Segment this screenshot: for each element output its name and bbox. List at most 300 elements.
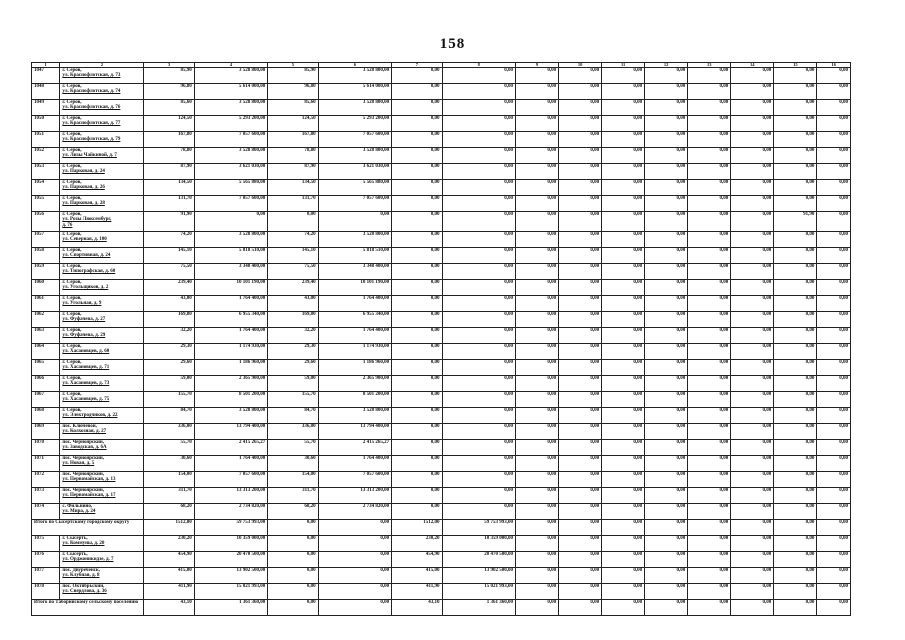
value-cell: 0,00 [645, 132, 688, 148]
address-cell [60, 100, 144, 116]
value-cell: 96,80 [144, 84, 194, 100]
value-cell: 0,00 [731, 472, 774, 488]
value-cell: 0,00 [559, 116, 602, 132]
value-cell: 0,00 [645, 360, 688, 376]
address-cell [60, 568, 144, 584]
value-cell: 0,00 [602, 536, 645, 552]
value-cell: 0,00 [442, 296, 516, 312]
value-cell: 0,00 [442, 84, 516, 100]
value-cell: 0,00 [774, 296, 817, 312]
value-cell: 0,00 [442, 376, 516, 392]
address-line: ул. Парковая, д. 28 [62, 201, 105, 207]
value-cell: 0,00 [318, 584, 392, 600]
address-line: г. Серов, [62, 100, 82, 105]
value-cell: 0,00 [774, 116, 817, 132]
value-cell: 230,20 [392, 536, 442, 552]
value-cell: 55,70 [268, 440, 318, 456]
value-cell: 0,00 [688, 328, 731, 344]
value-cell: 0,00 [559, 408, 602, 424]
value-cell: 0,00 [731, 132, 774, 148]
value-cell: 0,00 [442, 392, 516, 408]
value-cell: 0,00 [645, 376, 688, 392]
address-line: г. Серов, [62, 328, 82, 333]
value-cell: 0,00 [442, 180, 516, 196]
value-cell: 0,00 [817, 116, 851, 132]
address-cell [60, 408, 144, 424]
value-cell: 336,00 [144, 424, 194, 440]
value-cell: 0,00 [774, 360, 817, 376]
value-cell: 0,00 [774, 132, 817, 148]
value-cell: 0,00 [516, 148, 559, 164]
value-cell: 0,00 [602, 180, 645, 196]
row-number: 1049 [32, 100, 60, 116]
value-cell: 0,00 [442, 164, 516, 180]
address-line: пос. Двуреченск, [62, 568, 101, 573]
value-cell: 0,00 [602, 520, 645, 536]
value-cell: 0,00 [602, 212, 645, 232]
value-cell: 0,00 [559, 456, 602, 472]
address-line: ул. Колхозная, д. 27 [62, 429, 107, 435]
value-cell: 0,00 [559, 552, 602, 568]
address-line: г. Серов, [62, 248, 82, 253]
value-cell: 0,00 [645, 392, 688, 408]
value-cell: 0,00 [774, 536, 817, 552]
value-cell: 0,00 [688, 132, 731, 148]
value-cell: 0,00 [516, 232, 559, 248]
address-line: ул. Заводская, д. 6А [62, 445, 107, 451]
table-row [32, 232, 851, 248]
value-cell: 0,00 [559, 360, 602, 376]
value-cell: 0,00 [268, 212, 318, 232]
value-cell: 0,00 [731, 424, 774, 440]
value-cell: 5 293 200,00 [318, 116, 392, 132]
table-row [32, 164, 851, 180]
value-cell: 30,60 [144, 456, 194, 472]
table-row [32, 132, 851, 148]
value-cell: 0,00 [817, 504, 851, 520]
value-cell: 0,00 [392, 344, 442, 360]
address-line: ул. Краснофлотская, д. 79 [62, 137, 121, 143]
value-cell: 0,00 [817, 232, 851, 248]
address-line: ул. Первомайская, д. 17 [62, 493, 116, 499]
address-cell [60, 424, 144, 440]
value-cell: 5 614 000,00 [194, 84, 268, 100]
value-cell: 1512,00 [144, 520, 194, 536]
value-cell: 0,00 [559, 248, 602, 264]
value-cell: 230,20 [144, 536, 194, 552]
value-cell: 0,00 [516, 164, 559, 180]
value-cell: 0,00 [731, 84, 774, 100]
row-number: 1048 [32, 84, 60, 100]
value-cell: 0,00 [602, 264, 645, 280]
row-number: 1070 [32, 440, 60, 456]
value-cell: 0,00 [602, 196, 645, 212]
value-cell: 0,00 [442, 148, 516, 164]
value-cell: 239,40 [268, 280, 318, 296]
value-cell: 0,00 [602, 100, 645, 116]
value-cell: 0,00 [516, 312, 559, 328]
address-line: пос. Черноярский, [62, 472, 104, 477]
value-cell: 454,90 [392, 552, 442, 568]
value-cell: 0,00 [602, 424, 645, 440]
address-cell [60, 472, 144, 488]
row-number: 1062 [32, 312, 60, 328]
value-cell: 0,00 [516, 100, 559, 116]
value-cell: 5 818 510,00 [318, 248, 392, 264]
value-cell: 0,00 [442, 68, 516, 84]
row-number: 1058 [32, 248, 60, 264]
value-cell: 0,00 [602, 360, 645, 376]
value-cell: 59 753 993,00 [442, 520, 516, 536]
value-cell: 0,00 [559, 296, 602, 312]
address-cell [60, 440, 144, 456]
value-cell: 0,00 [688, 552, 731, 568]
value-cell: 0,00 [731, 280, 774, 296]
value-cell: 0,00 [392, 504, 442, 520]
value-cell: 0,00 [645, 68, 688, 84]
value-cell: 0,00 [688, 568, 731, 584]
value-cell: 1 186 960,00 [318, 360, 392, 376]
address-line: ул. Хасановцев, д. 60 [62, 349, 110, 355]
value-cell: 454,90 [144, 552, 194, 568]
subtotal-label: Итого по Сысертскому городскому округу [32, 520, 144, 536]
value-cell: 0,00 [774, 568, 817, 584]
value-cell: 0,00 [268, 520, 318, 536]
address-line: ул. Спортивная, д. 24 [62, 253, 111, 259]
row-number: 1075 [32, 536, 60, 552]
value-cell: 0,00 [688, 196, 731, 212]
value-cell: 0,00 [516, 344, 559, 360]
value-cell: 0,00 [817, 424, 851, 440]
value-cell: 7 057 600,00 [194, 196, 268, 212]
value-cell: 0,00 [516, 328, 559, 344]
value-cell: 0,00 [318, 212, 392, 232]
value-cell: 0,00 [559, 472, 602, 488]
address-cell [60, 296, 144, 312]
value-cell: 13 902 500,00 [194, 568, 268, 584]
address-line: ул. Краснофлотская, д. 73 [62, 73, 121, 79]
value-cell: 8 501 200,00 [318, 392, 392, 408]
value-cell: 0,00 [817, 148, 851, 164]
row-number: 1066 [32, 376, 60, 392]
table-row [32, 116, 851, 132]
value-cell: 0,00 [602, 488, 645, 504]
value-cell: 29,30 [144, 344, 194, 360]
value-cell: 0,00 [516, 552, 559, 568]
value-cell: 0,00 [774, 164, 817, 180]
value-cell: 1 174 930,00 [318, 344, 392, 360]
value-cell: 0,00 [602, 280, 645, 296]
column-header: 1 [32, 63, 60, 68]
value-cell: 0,00 [516, 196, 559, 212]
value-cell: 411,90 [144, 584, 194, 600]
value-cell: 0,00 [516, 584, 559, 600]
value-cell: 0,00 [731, 552, 774, 568]
value-cell: 0,00 [645, 472, 688, 488]
value-cell: 29,30 [268, 344, 318, 360]
row-number: 1076 [32, 552, 60, 568]
value-cell: 131,70 [144, 196, 194, 212]
value-cell: 1 764 400,00 [194, 296, 268, 312]
value-cell: 154,00 [144, 472, 194, 488]
address-line: г. Серов, [62, 196, 82, 201]
address-cell [60, 248, 144, 264]
address-line: г. Сысерть, [62, 536, 88, 541]
value-cell: 0,00 [559, 424, 602, 440]
value-cell: 0,00 [559, 164, 602, 180]
value-cell: 0,00 [559, 180, 602, 196]
value-cell: 0,00 [731, 456, 774, 472]
value-cell: 0,00 [645, 456, 688, 472]
value-cell: 7 057 600,00 [194, 132, 268, 148]
value-cell: 0,00 [774, 392, 817, 408]
register-table [31, 62, 851, 616]
value-cell: 0,00 [731, 148, 774, 164]
value-cell: 43,10 [392, 600, 442, 616]
value-cell: 3 621 030,00 [194, 164, 268, 180]
value-cell: 0,00 [602, 504, 645, 520]
value-cell: 0,00 [559, 264, 602, 280]
value-cell: 0,00 [559, 148, 602, 164]
address-cell [60, 536, 144, 552]
address-line: ул. Хасановцев, д. 73 [62, 381, 110, 387]
value-cell: 124,50 [144, 116, 194, 132]
table-row [32, 488, 851, 504]
value-cell: 0,00 [645, 212, 688, 232]
value-cell: 0,00 [268, 600, 318, 616]
column-header: 13 [688, 63, 731, 68]
table-row [32, 456, 851, 472]
value-cell: 0,00 [774, 84, 817, 100]
value-cell: 85,60 [268, 100, 318, 116]
value-cell: 155,70 [144, 392, 194, 408]
value-cell: 0,00 [688, 488, 731, 504]
table-row [32, 212, 851, 232]
value-cell: 0,00 [392, 328, 442, 344]
value-cell: 0,00 [516, 360, 559, 376]
column-header: 9 [516, 63, 559, 68]
value-cell: 0,00 [318, 600, 392, 616]
value-cell: 0,00 [688, 584, 731, 600]
value-cell: 0,00 [392, 376, 442, 392]
row-number: 1071 [32, 456, 60, 472]
value-cell: 0,00 [774, 344, 817, 360]
address-line: г. Сысерть, [62, 552, 88, 557]
value-cell: 0,00 [731, 116, 774, 132]
value-cell: 10 359 000,00 [442, 536, 516, 552]
value-cell: 13 313 200,00 [194, 488, 268, 504]
value-cell: 0,00 [688, 456, 731, 472]
value-cell: 84,70 [268, 408, 318, 424]
value-cell: 0,00 [817, 68, 851, 84]
table-row [32, 552, 851, 568]
value-cell: 0,00 [602, 164, 645, 180]
address-line: ул. Парковая, д. 26 [62, 185, 105, 191]
subtotal-label: Итого по Таборинскому сельскому поселению [32, 600, 144, 616]
value-cell: 0,00 [559, 232, 602, 248]
value-cell: 0,00 [774, 584, 817, 600]
value-cell: 0,00 [559, 392, 602, 408]
value-cell: 0,00 [392, 424, 442, 440]
address-line: пос. Черноярский, [62, 456, 104, 461]
address-line: г. Серов, [62, 296, 82, 301]
address-cell [60, 504, 144, 520]
value-cell: 124,50 [268, 116, 318, 132]
table-row [32, 408, 851, 424]
address-line: ул. Парковая, д. 24 [62, 169, 105, 175]
address-cell [60, 280, 144, 296]
value-cell: 0,00 [817, 344, 851, 360]
value-cell: 0,00 [817, 584, 851, 600]
value-cell: 0,00 [688, 472, 731, 488]
value-cell: 154,00 [268, 472, 318, 488]
table-row [32, 504, 851, 520]
address-line: ул. Электродчиков, д. 22 [62, 413, 118, 419]
value-cell: 0,00 [774, 456, 817, 472]
value-cell: 0,00 [392, 312, 442, 328]
column-header: 16 [817, 63, 851, 68]
value-cell: 6 955 340,00 [318, 312, 392, 328]
table-row [32, 376, 851, 392]
subtotal-row [32, 520, 851, 536]
address-line: ул. Угольщиков, д. 2 [62, 285, 109, 291]
value-cell: 0,00 [392, 472, 442, 488]
address-line: г. Серов, [62, 392, 82, 397]
value-cell: 87,90 [144, 164, 194, 180]
value-cell: 0,00 [688, 536, 731, 552]
value-cell: 0,00 [392, 132, 442, 148]
table-row [32, 568, 851, 584]
value-cell: 59 753 993,00 [194, 520, 268, 536]
value-cell: 0,00 [645, 488, 688, 504]
row-number: 1061 [32, 296, 60, 312]
value-cell: 0,00 [442, 488, 516, 504]
value-cell: 0,00 [817, 456, 851, 472]
value-cell: 0,00 [731, 312, 774, 328]
value-cell: 145,10 [268, 248, 318, 264]
column-header: 15 [774, 63, 817, 68]
value-cell: 0,00 [268, 584, 318, 600]
value-cell: 0,00 [817, 248, 851, 264]
value-cell: 0,00 [602, 600, 645, 616]
address-line: ул. Фуфачева, д. 27 [62, 317, 106, 323]
row-number: 1047 [32, 68, 60, 84]
value-cell: 0,00 [516, 116, 559, 132]
row-number: 1053 [32, 164, 60, 180]
value-cell: 13 313 200,00 [318, 488, 392, 504]
value-cell: 0,00 [516, 376, 559, 392]
value-cell: 59,00 [144, 376, 194, 392]
row-number: 1054 [32, 180, 60, 196]
value-cell: 0,00 [817, 296, 851, 312]
value-cell: 0,00 [688, 424, 731, 440]
value-cell: 29,60 [144, 360, 194, 376]
address-line: ул. Типографская, д. 60 [62, 269, 116, 275]
value-cell: 0,00 [731, 408, 774, 424]
value-cell: 0,00 [645, 584, 688, 600]
value-cell: 0,00 [731, 600, 774, 616]
value-cell: 0,00 [731, 232, 774, 248]
value-cell: 0,00 [392, 248, 442, 264]
value-cell: 0,00 [817, 312, 851, 328]
value-cell: 0,00 [442, 248, 516, 264]
value-cell: 0,00 [731, 584, 774, 600]
value-cell: 15 021 993,00 [442, 584, 516, 600]
value-cell: 3 528 800,00 [318, 408, 392, 424]
address-cell [60, 164, 144, 180]
table-row [32, 248, 851, 264]
value-cell: 20 470 500,00 [442, 552, 516, 568]
value-cell: 0,00 [731, 196, 774, 212]
value-cell: 0,00 [645, 344, 688, 360]
value-cell: 2 734 820,00 [318, 504, 392, 520]
value-cell: 0,00 [774, 376, 817, 392]
value-cell: 0,00 [774, 552, 817, 568]
value-cell: 0,00 [817, 360, 851, 376]
row-number: 1077 [32, 568, 60, 584]
value-cell: 0,00 [688, 212, 731, 232]
value-cell: 0,00 [442, 344, 516, 360]
address-line: ул. Розы Люксембург, [62, 217, 112, 223]
address-cell [60, 212, 144, 232]
value-cell: 7 057 600,00 [318, 196, 392, 212]
value-cell: 0,00 [817, 392, 851, 408]
row-number: 1067 [32, 392, 60, 408]
value-cell: 0,00 [731, 504, 774, 520]
value-cell: 0,00 [774, 504, 817, 520]
table-row [32, 424, 851, 440]
value-cell: 0,00 [602, 68, 645, 84]
address-cell [60, 264, 144, 280]
value-cell: 0,00 [645, 440, 688, 456]
value-cell: 7 057 600,00 [318, 472, 392, 488]
value-cell: 0,00 [442, 328, 516, 344]
value-cell: 0,00 [688, 600, 731, 616]
value-cell: 75,50 [268, 264, 318, 280]
value-cell: 0,00 [774, 472, 817, 488]
value-cell: 0,00 [442, 116, 516, 132]
value-cell: 0,00 [817, 488, 851, 504]
value-cell: 0,00 [392, 360, 442, 376]
value-cell: 0,00 [645, 84, 688, 100]
value-cell: 59,00 [268, 376, 318, 392]
value-cell: 7 057 600,00 [318, 132, 392, 148]
value-cell: 0,00 [688, 148, 731, 164]
value-cell: 134,50 [144, 180, 194, 196]
value-cell: 0,00 [516, 280, 559, 296]
value-cell: 0,00 [392, 408, 442, 424]
value-cell: 0,00 [442, 504, 516, 520]
address-line: г. Серов, [62, 132, 82, 137]
value-cell: 13 794 400,00 [194, 424, 268, 440]
value-cell: 0,00 [688, 232, 731, 248]
address-line: г. Серов, [62, 180, 82, 185]
value-cell: 0,00 [442, 264, 516, 280]
value-cell: 0,00 [817, 376, 851, 392]
value-cell: 75,50 [144, 264, 194, 280]
address-line: ул. Лизы Чайкиной, д. 7 [62, 153, 117, 159]
value-cell: 32,20 [268, 328, 318, 344]
value-cell: 0,00 [602, 376, 645, 392]
value-cell: 0,00 [688, 100, 731, 116]
value-cell: 0,00 [731, 68, 774, 84]
value-cell: 43,00 [268, 296, 318, 312]
address-line: пос. Черноярский, [62, 440, 104, 445]
value-cell: 0,00 [516, 424, 559, 440]
value-cell: 0,00 [731, 296, 774, 312]
value-cell: 0,00 [688, 164, 731, 180]
value-cell: 68,20 [268, 504, 318, 520]
